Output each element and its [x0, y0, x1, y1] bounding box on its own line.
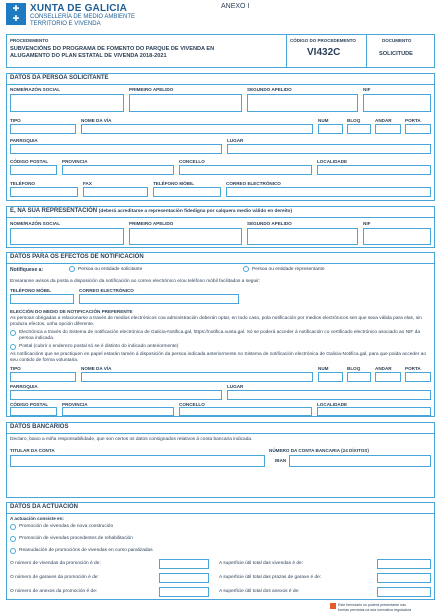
applicant-surname2-field[interactable] — [247, 94, 358, 112]
action-opt2-label: Promoción de vivendas procedentes de rehabilitación — [19, 536, 133, 541]
applicant-roadtype-label: TIPO — [10, 118, 21, 123]
notif-locality-label: LOCALIDADE — [317, 402, 348, 407]
org-dept-line1: CONSELLERÍA DE MEDIO AMBIENTE — [30, 14, 136, 20]
notify-representative-radio[interactable] — [243, 266, 249, 272]
notif-council-field[interactable] — [179, 407, 312, 416]
notif-door-field[interactable] — [405, 372, 431, 382]
footer-text-2: formas previstas na súa normativa reguladora — [338, 608, 412, 612]
applicant-place-field[interactable] — [227, 144, 431, 154]
annexes-count-label: O número de anexos da promoción é de: — [10, 589, 98, 594]
applicant-surname2-label: SEGUNDO APELIDO — [247, 87, 292, 92]
applicant-door-field[interactable] — [405, 124, 431, 134]
applicant-num-label: NUM — [318, 118, 329, 123]
footer-icon — [330, 603, 336, 609]
surface-annexes-field[interactable] — [377, 587, 431, 597]
document-cell — [366, 35, 435, 67]
representative-title — [10, 208, 292, 214]
bank-section — [6, 422, 435, 498]
representative-note: (deberá acreditarse a representación fidedigna por calquera medio válido en dereito) — [98, 209, 293, 214]
rep-surname1-label: PRIMEIRO APELIDO — [129, 221, 174, 226]
account-number-field[interactable] — [289, 455, 431, 467]
notify-applicant-label: Persoa ou entidade solicitante — [78, 267, 143, 272]
org-dept — [30, 14, 190, 28]
applicant-section — [6, 73, 435, 201]
applicant-province-label: PROVINCIA — [62, 159, 88, 164]
applicant-roadtype-field[interactable] — [10, 124, 76, 134]
applicant-parish-field[interactable] — [10, 144, 222, 154]
postal-label: Postal (cubrir o enderezo postal só se é distinto do indicado anteriormente) — [19, 344, 179, 349]
applicant-phone-label: TELÉFONO — [10, 181, 36, 186]
notif-floor-label: ANDAR — [375, 366, 392, 371]
applicant-nif-field[interactable] — [363, 94, 431, 112]
postal-radio[interactable] — [10, 344, 16, 350]
applicant-council-label: CONCELLO — [179, 159, 205, 164]
representative-title-text: E, NA SÚA REPRESENTACIÓN — [10, 208, 98, 214]
rep-nif-label: NIF — [363, 221, 371, 226]
garages-count-label: O número de garaxes da promoción é de: — [10, 575, 99, 580]
applicant-surname1-field[interactable] — [129, 94, 242, 112]
divider — [7, 513, 434, 514]
account-number-label: NÚMERO DA CONTA BANCARIA (24 DÍXITOS) — [269, 448, 369, 453]
notif-roadname-label: NOME DA VÍA — [81, 366, 112, 371]
action-section — [6, 502, 435, 600]
applicant-parish-label: PARROQUIA — [10, 138, 38, 143]
procedure-caption: PROCEDEMENTO — [10, 38, 49, 43]
notif-block-label: BLOQ — [347, 366, 361, 371]
notif-block-field[interactable] — [347, 372, 371, 382]
org-dept-line2: TERRITORIO E VIVENDA — [30, 21, 101, 27]
applicant-mobile-label: TELÉFONO MÓBIL — [153, 181, 195, 186]
action-opt3-radio[interactable] — [10, 548, 16, 554]
applicant-block-field[interactable] — [347, 124, 371, 134]
medium-title: ELECCIÓN DO MEDIO DE NOTIFICACIÓN PREFERENTE — [10, 309, 133, 314]
garages-count-field[interactable] — [159, 573, 209, 583]
action-title: DATOS DA ACTUACIÓN — [10, 504, 78, 510]
applicant-council-field[interactable] — [179, 165, 312, 175]
notif-mobile-label: TELÉFONO MÓBIL — [10, 288, 52, 293]
applicant-place-label: LUGAR — [227, 138, 244, 143]
rep-name-label: NOME/RAZÓN SOCIAL — [10, 221, 61, 226]
homes-count-label: O número de vivendas da promoción é de: — [10, 561, 101, 566]
notif-locality-field[interactable] — [317, 407, 431, 416]
notif-mobile-field[interactable] — [10, 294, 74, 304]
action-opt1-label: Promoción de vivendas de nova construción — [19, 524, 114, 529]
notif-email-field[interactable] — [79, 294, 239, 304]
account-holder-label: TITULAR DA CONTA — [10, 448, 55, 453]
applicant-province-field[interactable] — [62, 165, 174, 175]
applicant-block-label: BLOQ — [347, 118, 361, 123]
notify-applicant-radio[interactable] — [69, 266, 75, 272]
notif-num-field[interactable] — [318, 372, 343, 382]
code-caption: CÓDIGO DO PROCEDEMENTO — [290, 38, 356, 43]
applicant-mobile-field[interactable] — [153, 187, 221, 197]
applicant-name-field[interactable] — [10, 94, 124, 112]
iban-label: IBAN — [275, 458, 287, 463]
applicant-surname1-label: PRIMEIRO APELIDO — [129, 87, 174, 92]
notification-title: DATOS PARA OS EFECTOS DE NOTIFICACIÓN — [10, 254, 144, 260]
notif-roadtype-label: TIPO — [10, 366, 21, 371]
applicant-roadname-label: NOME DA VÍA — [81, 118, 112, 123]
notif-parish-label: PARROQUIA — [10, 384, 38, 389]
action-consists-label: A actuación consiste en: — [10, 516, 64, 521]
applicant-roadname-field[interactable] — [81, 124, 313, 134]
notice-text: Enviaranse avisos da posta a disposición da notificación ao correo electrónico e/ou teléfono móbil facilitados a seguir: — [10, 279, 261, 284]
divider — [7, 263, 434, 264]
notif-postcode-label: CÓDIGO POSTAL — [10, 402, 49, 407]
rep-surname2-field[interactable] — [247, 228, 358, 245]
notif-num-label: NUM — [318, 366, 329, 371]
surface-garages-label: A superficie útil total das prazas de garaxe é de: — [219, 575, 322, 580]
notif-roadtype-field[interactable] — [10, 372, 76, 382]
homes-count-field[interactable] — [159, 559, 209, 569]
notif-email-label: CORREO ELECTRÓNICO — [79, 288, 134, 293]
rep-surname1-field[interactable] — [129, 228, 242, 245]
surface-homes-field[interactable] — [377, 559, 431, 569]
account-holder-field[interactable] — [10, 455, 265, 467]
document-type: SOLICITUDE — [379, 51, 413, 57]
divider — [7, 84, 434, 85]
notif-province-field[interactable] — [62, 407, 174, 416]
applicant-postcode-label: CÓDIGO POSTAL — [10, 159, 49, 164]
applicant-email-label: CORREO ELECTRÓNICO — [226, 181, 281, 186]
notify-representative-label: Persoa ou entidade representante — [252, 267, 325, 272]
applicant-fax-field[interactable] — [83, 187, 148, 197]
notif-council-label: CONCELLO — [179, 402, 205, 407]
applicant-locality-label: LOCALIDADE — [317, 159, 348, 164]
electronic-radio[interactable] — [10, 330, 16, 336]
applicant-email-field[interactable] — [226, 187, 431, 197]
applicant-nif-label: NIF — [363, 87, 371, 92]
notif-roadname-field[interactable] — [81, 372, 313, 382]
procedure-code: VI432C — [307, 47, 341, 58]
org-name: XUNTA DE GALICIA — [30, 3, 128, 14]
rep-nif-field[interactable] — [363, 228, 431, 245]
applicant-name-label: NOME/RAZÓN SOCIAL — [10, 87, 61, 92]
document-caption: DOCUMENTO — [382, 38, 412, 43]
notif-floor-field[interactable] — [375, 372, 401, 382]
electronic-label: Electrónica a través do Sistema de notificación electrónica de Galicia-Notifica.gal, https://notifica.xunta.gal. Só se poderá acceder á notificación co certificado electrónico asociado ao NIF da persoa indicada. — [19, 330, 421, 341]
xunta-logo: ✚ ✚ — [6, 3, 26, 25]
applicant-phone-field[interactable] — [10, 187, 78, 197]
rep-name-field[interactable] — [10, 228, 124, 245]
applicant-locality-field[interactable] — [317, 165, 431, 175]
surface-homes-label: A superficie útil total das vivendas é de: — [219, 561, 303, 566]
procedure-title — [10, 46, 280, 60]
procedure-table — [6, 34, 435, 68]
action-opt2-radio[interactable] — [10, 536, 16, 542]
bank-title: DATOS BANCARIOS — [10, 424, 69, 430]
action-opt1-radio[interactable] — [10, 524, 16, 530]
rep-surname2-label: SEGUNDO APELIDO — [247, 221, 292, 226]
surface-garages-field[interactable] — [377, 573, 431, 583]
divider — [7, 433, 434, 434]
applicant-door-label: PORTA — [405, 118, 421, 123]
applicant-postcode-field[interactable] — [10, 165, 57, 175]
medium-text: As persoas obrigadas a relacionarse a través de medios electrónicos coa administración deberán optar, en todo caso, pola notificación por medios electrónicos sen que sexa válida para elas, nin produza efectos, unha opción diferente. — [10, 316, 422, 327]
notif-door-label: PORTA — [405, 366, 421, 371]
notification-section — [6, 252, 435, 417]
notif-place-field[interactable] — [227, 390, 431, 400]
notif-postcode-field[interactable] — [10, 407, 57, 416]
action-opt3-label: Reanudación de promocións de vivendas en curso paralizadas — [19, 548, 153, 553]
procedure-title-line2: ALUGAMENTO DO PLAN ESTATAL DE VIVENDA 2018-2021 — [10, 53, 167, 59]
applicant-floor-field[interactable] — [375, 124, 401, 134]
applicant-title: DATOS DA PERSOA SOLICITANTE — [10, 75, 109, 81]
header — [6, 2, 436, 32]
annex-label: ANEXO I — [221, 3, 250, 10]
notif-place-label: LUGAR — [227, 384, 244, 389]
annexes-count-field[interactable] — [159, 587, 209, 597]
applicant-fax-label: FAX — [83, 181, 92, 186]
applicant-num-field[interactable] — [318, 124, 343, 134]
footer-text-1: Este formulario só poderá presentarse nas — [338, 603, 406, 607]
procedure-title-line1: SUBVENCIÓNS DO PROGRAMA DE FOMENTO DO PARQUE DE VIVENDA EN — [10, 46, 215, 52]
paper-text: As notificacións que se practiquen en papel estarán tamén á disposición da persoa indicada anteriormente no Sistema de notificación electrónica de Galicia-Notifica.gal, para que poida acceder ao seu contido de forma voluntaria. — [10, 352, 426, 363]
notify-to-label: Notifíquese a: — [10, 267, 44, 273]
surface-annexes-label: A superficie útil total dos anexos é de: — [219, 589, 300, 594]
code-cell — [286, 35, 366, 67]
notif-province-label: PROVINCIA — [62, 402, 88, 407]
applicant-floor-label: ANDAR — [375, 118, 392, 123]
notif-parish-field[interactable] — [10, 390, 222, 400]
bank-declaration: Declaro, baixo a miña responsabilidade, que son certos os datos consignados relativos á conta bancaria indicada. — [10, 437, 253, 442]
divider — [7, 217, 434, 218]
representative-section — [6, 206, 435, 248]
